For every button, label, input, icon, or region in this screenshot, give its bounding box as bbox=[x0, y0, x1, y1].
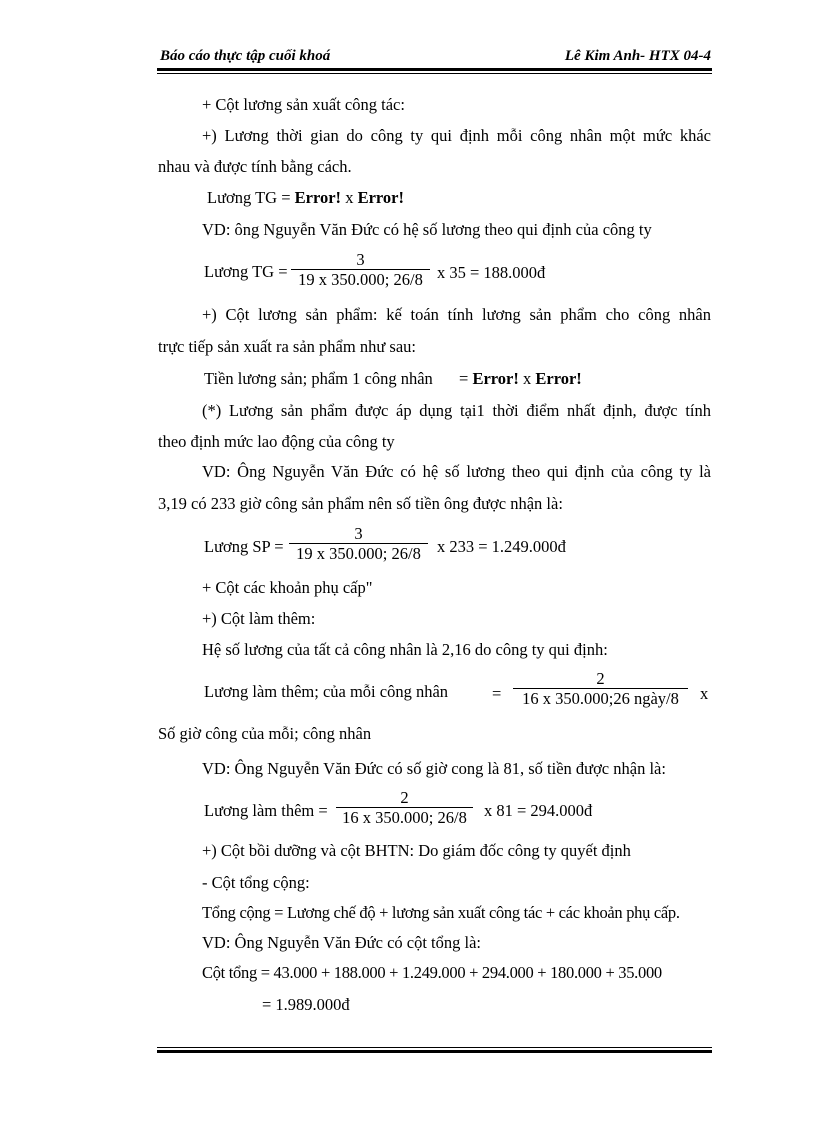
fraction-denominator: 16 x 350.000;26 ngày/8 bbox=[522, 689, 679, 708]
header-rule bbox=[157, 68, 712, 74]
paragraph-line: VD: Ông Nguyễn Văn Đức có hệ số lương theo qui định của công ty là bbox=[202, 462, 711, 481]
paragraph-line: +) Cột lương sản phẩm: kế toán tính lương sản phẩm cho công nhân bbox=[202, 305, 711, 324]
paragraph-line: + Cột lương sản xuất công tác: bbox=[202, 95, 405, 114]
fraction-numerator: 3 bbox=[354, 524, 363, 543]
paragraph-line: Số giờ công của mỗi; công nhân bbox=[158, 724, 372, 743]
fraction bbox=[336, 789, 473, 828]
fraction bbox=[291, 251, 430, 290]
formula-result: x 35 = 188.000đ bbox=[437, 263, 546, 282]
formula-label: Lương TG = bbox=[207, 188, 291, 207]
paragraph-line: Cột tổng = 43.000 + 188.000 + 1.249.000 + 294.000 + 180.000 + 35.000 bbox=[202, 963, 662, 982]
error-text: Error! bbox=[472, 369, 519, 388]
error-text: Error! bbox=[294, 188, 342, 207]
paragraph-line: +) Cột bồi dưỡng và cột BHTN: Do giám đốc công ty quyết định bbox=[202, 841, 631, 860]
error-text: Error! bbox=[535, 369, 582, 388]
paragraph-line: +) Lương thời gian do công ty qui định mỗi công nhân một mức khác bbox=[202, 126, 711, 145]
paragraph-line: theo định mức lao động của công ty bbox=[158, 432, 395, 451]
formula-line bbox=[207, 188, 404, 208]
fraction bbox=[513, 670, 688, 709]
paragraph-line: +) Cột làm thêm: bbox=[202, 609, 316, 628]
paragraph-line: trực tiếp sản xuất ra sản phẩm như sau: bbox=[158, 337, 416, 356]
paragraph-line: = 1.989.000đ bbox=[262, 995, 350, 1014]
formula-label: Tiền lương sản; phẩm 1 công nhân bbox=[204, 369, 433, 388]
paragraph-line: Tổng cộng = Lương chế độ + lương sản xuất công tác + các khoản phụ cấp. bbox=[202, 903, 680, 922]
paragraph-line: VD: Ông Nguyễn Văn Đức có cột tổng là: bbox=[202, 933, 482, 952]
paragraph-line: VD: ông Nguyễn Văn Đức có hệ số lương theo qui định của công ty bbox=[202, 220, 652, 239]
equals-sign: = bbox=[459, 369, 469, 388]
formula-label: Lương làm thêm; của mỗi công nhân bbox=[204, 682, 449, 701]
times-sign: x bbox=[345, 188, 354, 207]
paragraph-line: nhau và được tính bằng cách. bbox=[158, 157, 352, 176]
times-sign: x bbox=[700, 684, 709, 703]
formula-result: x 233 = 1.249.000đ bbox=[437, 537, 566, 556]
paragraph-line: VD: Ông Nguyễn Văn Đức có số giờ cong là 81, số tiền được nhận là: bbox=[202, 759, 666, 778]
fraction-denominator: 19 x 350.000; 26/8 bbox=[296, 544, 421, 563]
fraction bbox=[289, 525, 428, 564]
fraction-numerator: 2 bbox=[596, 669, 605, 688]
header-right-author: Lê Kim Anh- HTX 04-4 bbox=[564, 48, 711, 64]
paragraph-line: + Cột các khoản phụ cấp" bbox=[202, 578, 373, 597]
fraction-numerator: 3 bbox=[356, 250, 365, 269]
paragraph-line: (*) Lương sản phẩm được áp dụng tại1 thời điểm nhất định, được tính bbox=[202, 401, 711, 420]
formula-label: Lương SP = bbox=[204, 537, 284, 556]
error-text: Error! bbox=[357, 188, 404, 207]
formula-label: Lương TG = bbox=[204, 262, 288, 281]
fraction-numerator: 2 bbox=[400, 788, 409, 807]
fraction-denominator: 19 x 350.000; 26/8 bbox=[298, 270, 423, 289]
formula-line bbox=[459, 369, 582, 389]
fraction-denominator: 16 x 350.000; 26/8 bbox=[342, 808, 467, 827]
footer-rule bbox=[157, 1047, 712, 1053]
equals-sign: = bbox=[492, 684, 502, 703]
paragraph-line: - Cột tổng cộng: bbox=[202, 873, 310, 892]
formula-label: Lương làm thêm = bbox=[204, 801, 328, 820]
paragraph-line: 3,19 có 233 giờ công sản phẩm nên số tiền ông được nhận là: bbox=[158, 494, 563, 513]
header-left-title: Báo cáo thực tập cuối khoá bbox=[160, 48, 331, 64]
times-sign: x bbox=[523, 369, 532, 388]
paragraph-line: Hệ số lương của tất cả công nhân là 2,16 do công ty qui định: bbox=[202, 640, 608, 659]
formula-result: x 81 = 294.000đ bbox=[484, 801, 593, 820]
